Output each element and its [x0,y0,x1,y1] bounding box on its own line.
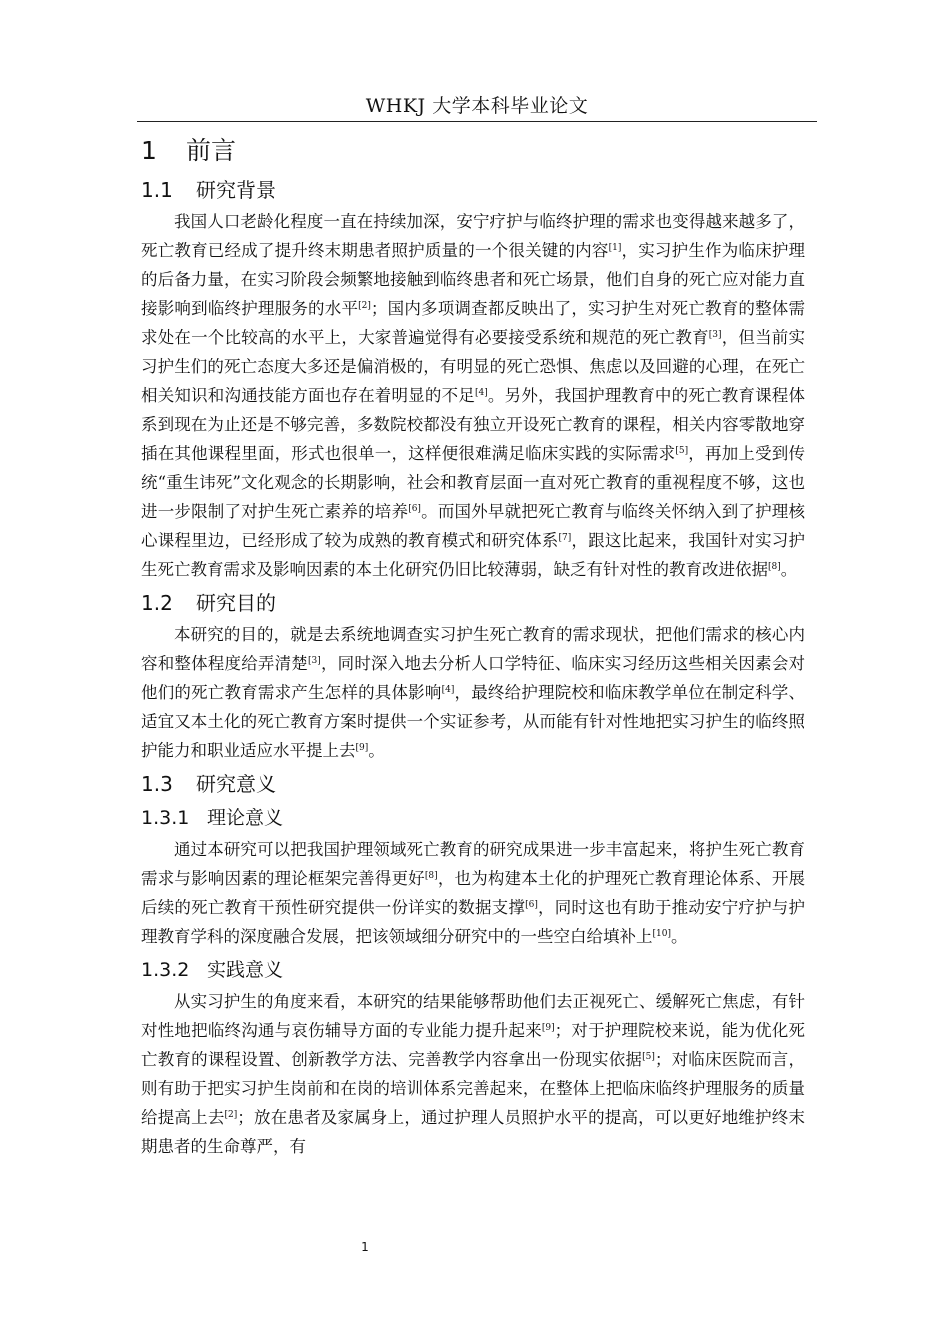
citation-ref: [4] [474,388,488,398]
citation-ref: [4] [441,685,455,695]
citation-ref: [2] [358,301,371,311]
heading-number: 1.3.1 [141,807,190,829]
citation-ref: [9] [541,1023,555,1033]
text-run: ；对于护理院校来说，能为优化死亡教育的课程设置、创新教学方法、完善教学内容拿出一份现实依据 [141,1021,806,1069]
citation-ref: [3] [308,656,321,666]
heading-title: 研究背景 [196,178,276,202]
heading-2-purpose [141,586,805,620]
text-run: 。而国外早就把死亡教育与临终关怀纳入到了护理核心课程里边，已经形成了较为成熟的教育模式和研究体系 [141,502,806,550]
heading-number: 1.1 [141,178,173,202]
heading-2-significance [141,767,805,801]
citation-ref: [8] [768,562,781,572]
text-run: 。另外，我国护理教育中的死亡教育课程体系到现在为止还是不够完善，多数院校都没有独立开设死亡教育的课程，相关内容零散地穿插在其他课程里面，形式也很单一，这样便很难满足临床实践的实际需求 [141,386,806,463]
paragraph-purpose [141,620,805,765]
citation-ref: [7] [558,533,572,543]
heading-1-intro [141,131,805,171]
heading-title: 前言 [186,136,237,165]
text-run: ，实习护生作为临床护理的后备力量，在实习阶段会频繁地接触到临终患者和死亡场景，他们自身的死亡应对能力直接影响到临终护理服务的水平 [141,241,806,318]
header-rule [137,121,817,122]
text-run: ，跟这比起来，我国针对实习护生死亡教育需求及影响因素的本土化研究仍旧比较薄弱，缺乏有针对性的教育改进依据 [141,531,806,579]
citation-ref: [8] [424,871,438,881]
heading-3-theory [141,801,805,835]
text-run: ；放在患者及家属身上，通过护理人员照护水平的提高，可以更好地维护终末期患者的生命尊严，有 [141,1108,806,1156]
text-run: ；国内多项调查都反映出了，实习护生对死亡教育的整体需求处在一个比较高的水平上，大家普遍觉得有必要接受系统和规范的死亡教育 [141,299,806,347]
citation-ref: [6] [408,504,421,514]
paragraph-background [141,207,805,584]
citation-ref: [3] [708,330,722,340]
text-run: 通过本研究可以把我国护理领域死亡教育的研究成果进一步丰富起来，将护生死亡教育需求与影响因素的理论框架完善得更好 [141,840,805,888]
heading-number: 1 [141,136,157,165]
text-run: ，同时深入地去分析人口学特征、临床实习经历这些相关因素会对他们的死亡教育需求产生怎样的具体影响 [141,654,806,702]
text-run: 本研究的目的，就是去系统地调查实习护生死亡教育的需求现状，把他们需求的核心内容和整体程度给弄清楚 [141,625,805,673]
citation-ref: [1] [608,243,622,253]
citation-ref: [5] [642,1052,655,1062]
text-run: 我国人口老龄化程度一直在持续加深，安宁疗护与临终护理的需求也变得越来越多了，死亡教育已经成了提升终末期患者照护质量的一个很关键的内容 [141,212,805,260]
heading-number: 1.3 [141,772,173,796]
paragraph-practice [141,987,805,1161]
text-run: ；对临床医院而言，则有助于把实习护生岗前和在岗的培训体系完善起来，在整体上把临床临终护理服务的质量给提高上去 [141,1050,806,1127]
text-run: 从实习护生的角度来看，本研究的结果能够帮助他们去正视死亡、缓解死亡焦虑，有针对性地把临终沟通与哀伤辅导方面的专业能力提升起来 [141,992,805,1040]
citation-ref: [9] [355,743,369,753]
heading-title: 研究目的 [196,591,276,615]
heading-2-background [141,173,805,207]
citation-ref: [5] [675,446,689,456]
text-run: 。 [368,741,385,760]
text-run: ，也为构建本土化的护理死亡教育理论体系、开展后续的死亡教育干预性研究提供一份详实的数据支撑 [141,869,806,917]
text-run: ，再加上受到传统“重生讳死”文化观念的长期影响，社会和教育层面一直对死亡教育的重视程度不够，这也进一步限制了对护生死亡素养的培养 [141,444,806,521]
text-run: ，最终给护理院校和临床教学单位在制定科学、适宜又本土化的死亡教育方案时提供一个实证参考，从而能有针对性地把实习护生的临终照护能力和职业适应水平提上去 [141,683,806,760]
text-run: ，同时这也有助于推动安宁疗护与护理教育学科的深度融合发展，把该领域细分研究中的一些空白给填补上 [141,898,806,946]
heading-title: 实践意义 [207,959,284,981]
text-run: 。 [670,927,688,946]
citation-ref: [10] [652,929,671,939]
page-header: WHKJ 大学本科毕业论文 [365,95,589,117]
heading-title: 理论意义 [207,807,284,829]
text-run: ，但当前实习护生们的死亡态度大多还是偏消极的，有明显的死亡恐惧、焦虑以及回避的心理，在死亡相关知识和沟通技能方面也存在着明显的不足 [141,328,806,405]
citation-ref: [2] [224,1110,238,1120]
paragraph-theory [141,835,805,951]
heading-title: 研究意义 [196,772,276,796]
heading-3-practice [141,953,805,987]
document-body [141,131,805,1163]
citation-ref: [6] [525,900,538,910]
heading-number: 1.3.2 [141,959,190,981]
text-run: 。 [780,560,798,579]
heading-number: 1.2 [141,591,173,615]
page-number: 1 [361,1240,369,1254]
